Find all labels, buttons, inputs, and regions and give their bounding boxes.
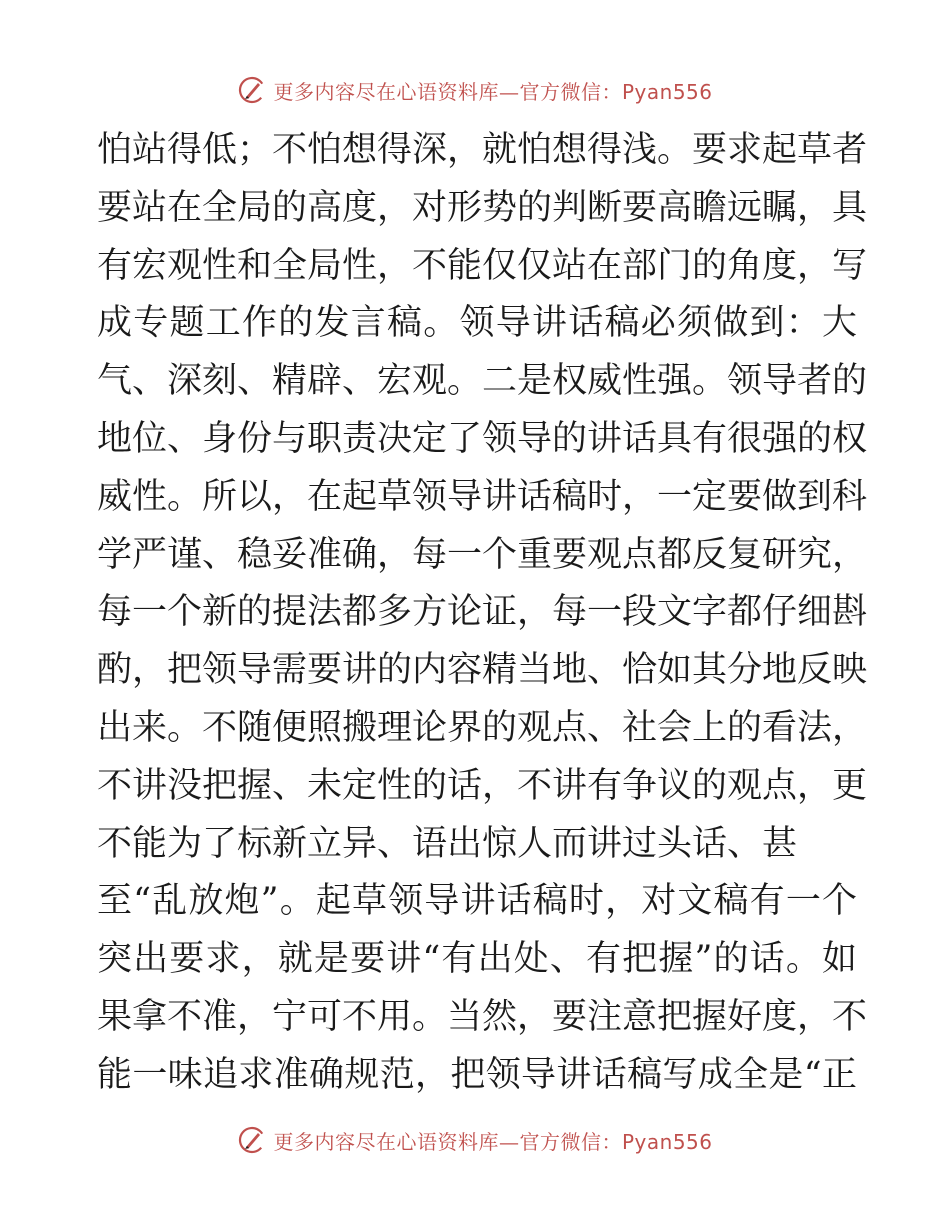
body-line: 不能为了标新立异、语出惊人而讲过头话、甚 — [97, 823, 798, 864]
document-body — [97, 122, 868, 1105]
body-line: 突出要求，就是要讲“有出处、有把握”的话。如 — [97, 939, 857, 980]
body-line: 每一个新的提法都多方论证，每一段文字都仔细斟 — [97, 592, 868, 633]
body-line: 有宏观性和全局性，不能仅仅站在部门的角度，写 — [97, 245, 868, 286]
body-line: 气、深刻、精辟、宏观。二是权威性强。领导者的 — [97, 361, 868, 402]
header-wechat-id: Pyan556 — [621, 79, 713, 104]
footer-wechat-id: Pyan556 — [621, 1129, 713, 1154]
footer-promo-text — [273, 1126, 712, 1155]
body-line: 不讲没把握、未定性的话，不讲有争议的观点，更 — [97, 765, 868, 806]
header-promo: 更多内容尽在心语资料库—官方微信： — [273, 79, 622, 104]
body-line: 要站在全局的高度，对形势的判断要高瞻远瞩，具 — [97, 187, 868, 228]
quill-pen-logo-icon — [237, 75, 267, 105]
body-line: 怕站得低；不怕想得深，就怕想得浅。要求起草者 — [97, 130, 868, 170]
header-promo-text — [273, 76, 712, 105]
body-line: 地位、身份与职责决定了领导的讲话具有很强的权 — [97, 418, 868, 459]
body-line: 酌，把领导需要讲的内容精当地、恰如其分地反映 — [97, 650, 868, 691]
body-line: 学严谨、稳妥准确，每一个重要观点都反复研究， — [97, 534, 868, 575]
body-line: 成专题工作的发言稿。领导讲话稿必须做到：大 — [97, 303, 857, 344]
body-line: 出来。不随便照搬理论界的观点、社会上的看法， — [97, 707, 868, 748]
quill-pen-logo-icon — [237, 1125, 267, 1155]
body-line: 威性。所以，在起草领导讲话稿时，一定要做到科 — [97, 476, 868, 517]
body-line: 至“乱放炮”。起草领导讲话稿时，对文稿有一个 — [97, 881, 857, 922]
footer-promo: 更多内容尽在心语资料库—官方微信： — [273, 1129, 622, 1154]
body-line: 果拿不准，宁可不用。当然，要注意把握好度，不 — [97, 996, 868, 1037]
footer-banner — [0, 1120, 950, 1160]
body-line: 能一味追求准确规范，把领导讲话稿写成全是“正 — [97, 1054, 857, 1095]
header-banner — [0, 70, 950, 110]
